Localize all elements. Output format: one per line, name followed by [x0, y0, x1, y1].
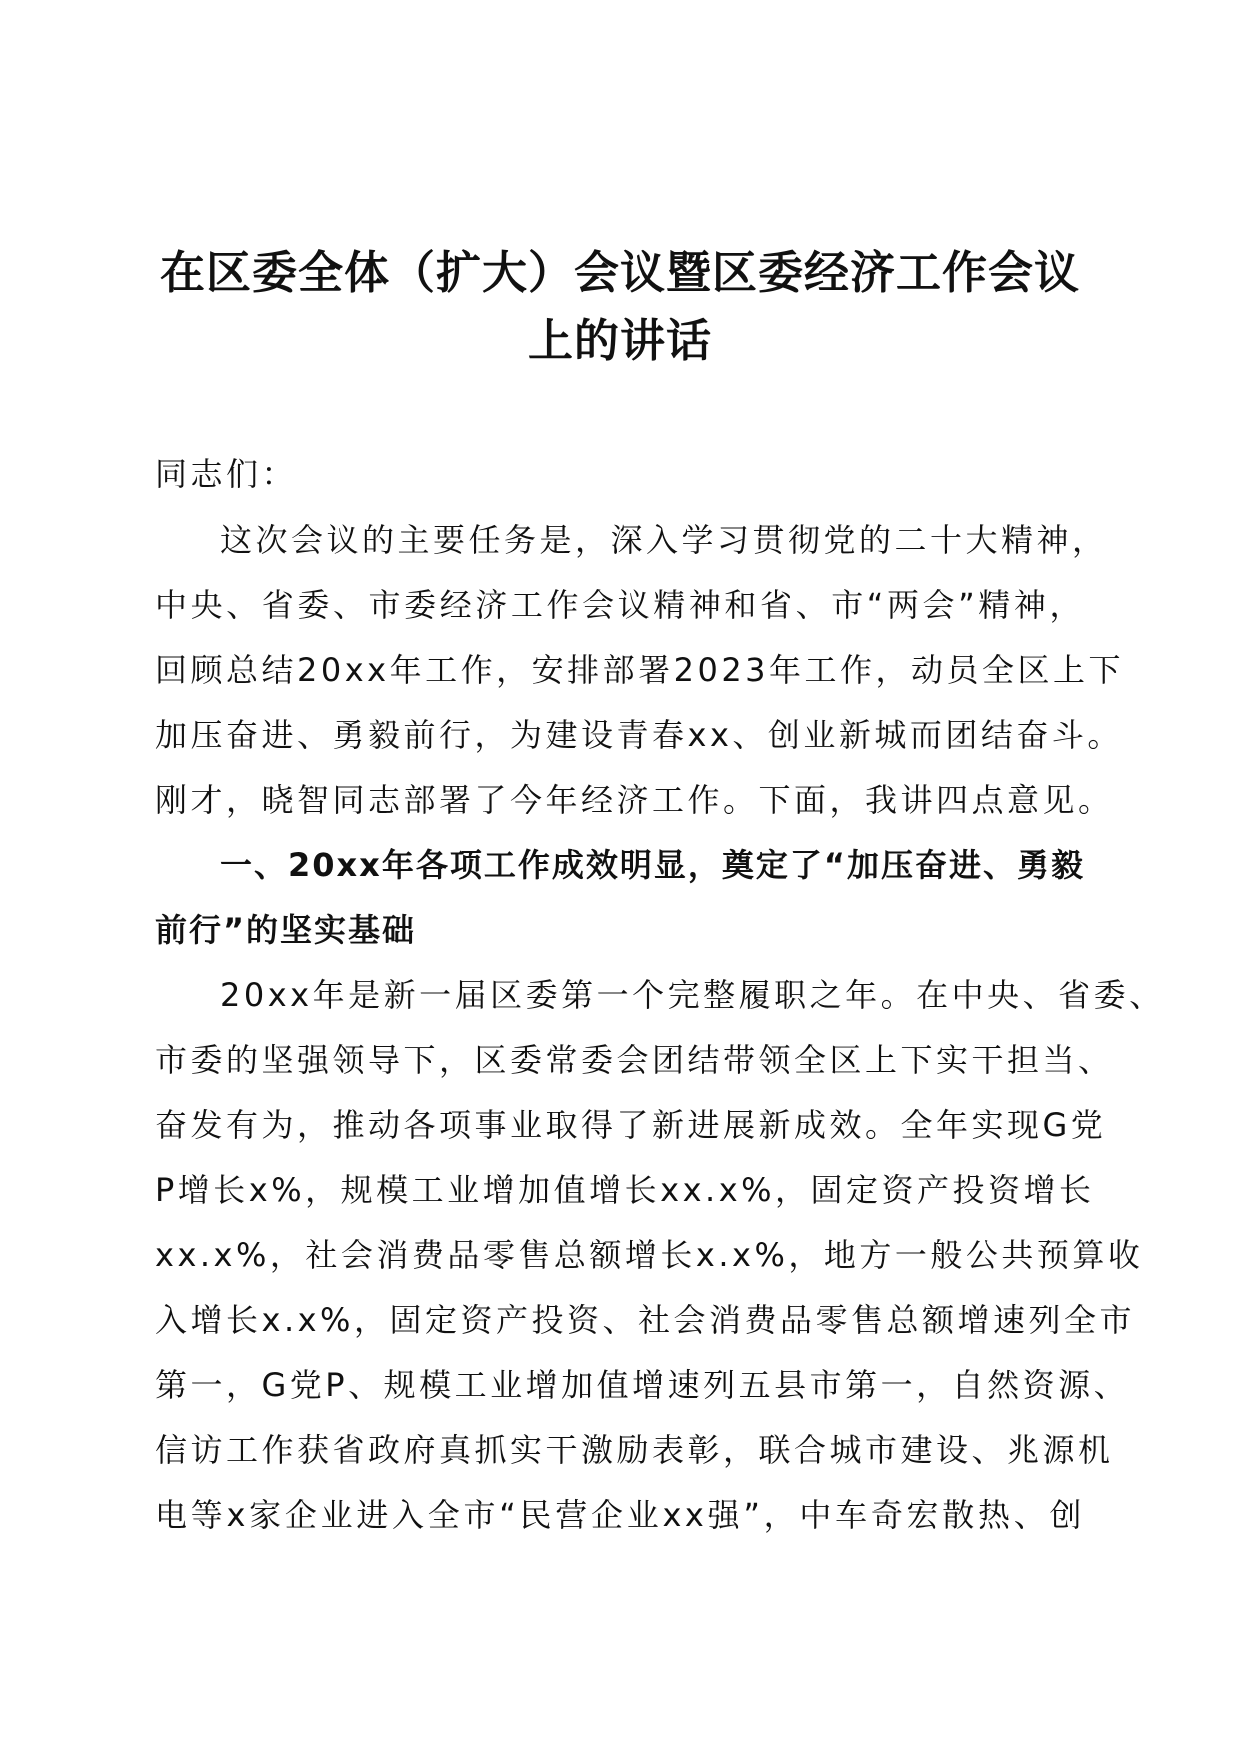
paragraph-2-line-7: 第一，G党P、规模工业增加值增速列五县市第一，自然资源、: [155, 1366, 1130, 1404]
document-title-line-1: 在区委全体（扩大）会议暨区委经济工作会议: [159, 246, 1080, 299]
paragraph-1-line-3: 回顾总结20xx年工作，安排部署2023年工作，动员全区上下: [155, 651, 1125, 689]
paragraph-2-line-6: 入增长x.x%，固定资产投资、社会消费品零售总额增速列全市: [155, 1301, 1135, 1339]
paragraph-2-line-3: 奋发有为，推动各项事业取得了新进展新成效。全年实现G党: [155, 1106, 1107, 1144]
paragraph-2-line-2: 市委的坚强领导下，区委常委会团结带领全区上下实干担当、: [155, 1041, 1114, 1079]
paragraph-2-line-5: xx.x%，社会消费品零售总额增长x.x%，地方一般公共预算收: [155, 1236, 1144, 1274]
paragraph-1-line-1: 这次会议的主要任务是，深入学习贯彻党的二十大精神，: [220, 521, 1108, 559]
paragraph-2-line-4: P增长x%，规模工业增加值增长xx.x%，固定资产投资增长: [155, 1171, 1095, 1209]
paragraph-2-line-9: 电等x家企业进入全市“民营企业xx强”，中车奇宏散热、创: [155, 1496, 1085, 1534]
paragraph-1-line-4: 加压奋进、勇毅前行，为建设青春xx、创业新城而团结奋斗。: [155, 716, 1123, 754]
paragraph-1-line-2: 中央、省委、市委经济工作会议精神和省、市“两会”精神，: [155, 586, 1085, 624]
paragraph-1-line-5: 刚才，晓智同志部署了今年经济工作。下面，我讲四点意见。: [155, 781, 1114, 819]
document-title-line-2: 上的讲话: [527, 314, 712, 367]
paragraph-2-line-1: 20xx年是新一届区委第一个完整履职之年。在中央、省委、: [220, 976, 1165, 1014]
section-heading-1-line-1: 一、20xx年各项工作成效明显，奠定了“加压奋进、勇毅: [220, 846, 1085, 884]
salutation: 同志们：: [155, 455, 298, 493]
paragraph-2-line-8: 信访工作获省政府真抓实干激励表彰，联合城市建设、兆源机: [155, 1431, 1114, 1469]
section-heading-1-line-2: 前行”的坚实基础: [155, 911, 417, 949]
